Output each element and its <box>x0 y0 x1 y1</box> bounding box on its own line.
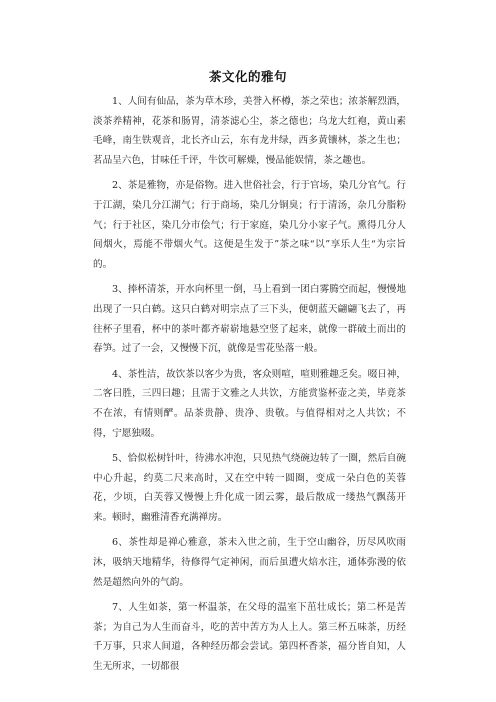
paragraph-2: 2、茶是雅物，亦是俗物。进入世俗社会，行于官场，染几分官气。行于江湖，染几分江湖气；行于商场，染几分铜臭；行于清汤，杂几分脂粉气；行于社区，染几分市侩气；行于家庭，染几分小家子气。熏得几分人间烟火，焉能不带烟火气。这便是生发于”茶之味“以”享乐人生“为宗旨的。 <box>93 180 406 270</box>
paragraph-7: 7、人生如茶，第一杯温茶，在父母的温室下茁壮成长；第二杯是苦茶；为自己为人生而奋斗，吃的苦中苦方为人上人。第三杯五味茶，历经千万事，只求人间道，各种经历都会尝试。第四杯香茶，福分皆自知，人生无所求，一切都很 <box>93 602 406 673</box>
document-title: 茶文化的雅句 <box>208 69 287 84</box>
document-body <box>93 92 406 683</box>
paragraph-1: 1、人间有仙品，茶为草木珍，美誉入杯樽，茶之荣也；浓茶解烈酒，淡茶养精神，花茶和肠胃，清茶滤心尘，茶之德也；乌龙大红袍，黄山素毛峰，南生铁观音，北长齐山云，东有龙井绿，西多黄镶林，茶之生也；茗品呈六色，甘味任千评，牛饮可解燥，慢品能娱情，茶之趣也。 <box>93 96 406 166</box>
paragraph-6: 6、茶性却是禅心雅意，茶未入世之前，生于空山幽谷，历尽风吹雨沐，吸纳天地精华，待修得气定神闲，而后虽遭火焙水注，通体弥漫的依然是超然向外的气韵。 <box>93 537 406 588</box>
paragraph-4: 4、茶性洁，故饮茶以客少为贵，客众则喧，喧则雅趣乏矣。啜日神，二客曰胜，三四曰趣；且需于文雅之人共饮，方能赏鉴杯壶之美，毕竟茶不在浓，有情则酽。品茶贵静、贵净、贵敬。与值得相对之人共饮；不得，宁愿独啜。 <box>93 368 406 439</box>
paragraph-3: 3、捧杯清茶，开水向杯里一倒，马上看到一团白雾腾空而起，慢慢地出现了一只白鹤。这只白鹤对明宗点了三下头，便朝蓝天翩翩飞去了，再往杯子里看，杯中的茶叶都齐崭崭地悬空竖了起来，就像一群破土而出的春笋。过了一会，又慢慢下沉，就像是雪花坠落一般。 <box>93 284 406 355</box>
paragraph-5: 5、恰似松树针叶，待沸水冲泡，只见热气绕碗边转了一圈，然后自碗中心升起，约莫二尺来高时，又在空中转一圆圈，变成一朵白色的芙蓉花，少顷，白芙蓉又慢慢上升化成一团云雾，最后散成一缕热气飘荡开来。顿时，幽雅清香充满禅房。 <box>93 453 406 523</box>
